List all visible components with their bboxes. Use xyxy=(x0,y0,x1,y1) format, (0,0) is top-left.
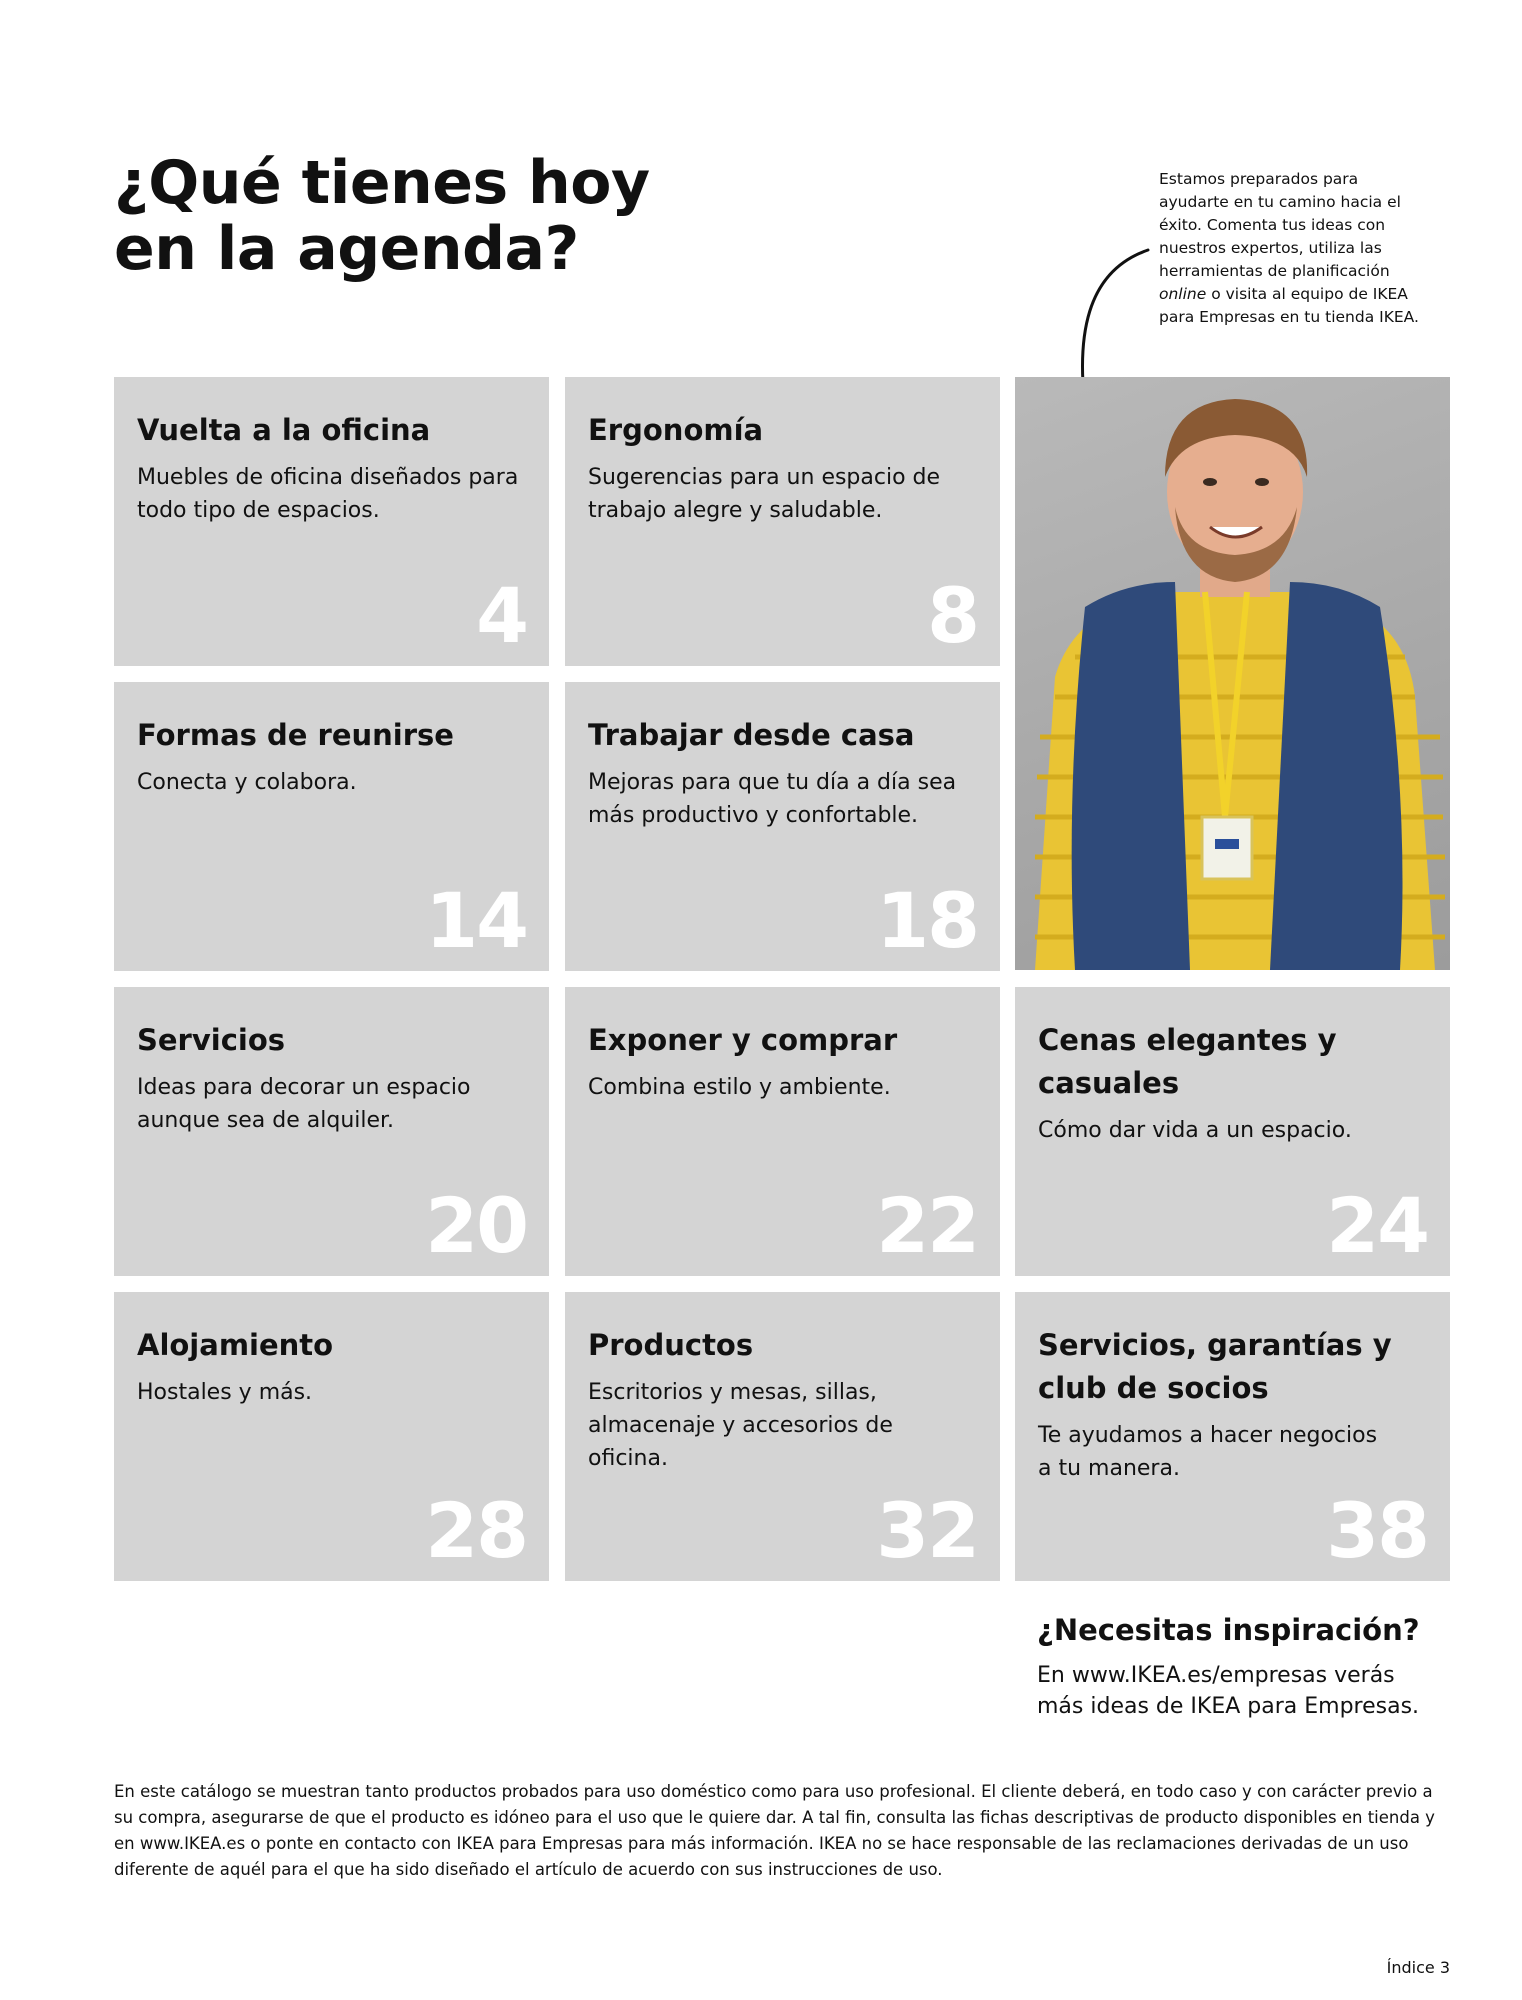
toc-tile-ergonomia[interactable] xyxy=(565,377,1000,666)
tile-description: Sugerencias para un espacio de trabajo alegre y saludable. xyxy=(588,465,941,523)
inspiration-title: ¿Necesitas inspiración? xyxy=(1037,1613,1420,1647)
tile-description: Ideas para decorar un espacio aunque sea de alquiler. xyxy=(137,1075,471,1133)
toc-tile-exponer-comprar[interactable] xyxy=(565,987,1000,1276)
intro-note-text-end: o visita al equipo de IKEA para Empresas en tu tienda IKEA. xyxy=(1159,285,1419,326)
inspiration-box xyxy=(1037,1610,1477,1722)
tile-page-number: 4 xyxy=(476,571,527,660)
intro-note-italic: online xyxy=(1159,285,1207,303)
tile-page-number: 14 xyxy=(425,876,527,965)
tile-title: Trabajar desde casa xyxy=(588,718,915,752)
tile-page-number: 8 xyxy=(927,571,978,660)
page-title-line-2: en la agenda? xyxy=(114,214,579,284)
tile-page-number: 38 xyxy=(1326,1486,1428,1575)
footer-label: Índice xyxy=(1386,1958,1435,1977)
tile-page-number: 24 xyxy=(1326,1181,1428,1270)
tile-title: Cenas elegantes y casuales xyxy=(1038,1023,1337,1100)
tile-page-number: 28 xyxy=(425,1486,527,1575)
tile-page-number: 32 xyxy=(876,1486,978,1575)
tile-description: Muebles de oficina diseñados para todo tipo de espacios. xyxy=(137,465,519,523)
page-title-line-1: ¿Qué tienes hoy xyxy=(114,148,650,218)
tile-page-number: 18 xyxy=(876,876,978,965)
tile-description: Te ayudamos a hacer negocios a tu manera. xyxy=(1038,1423,1378,1481)
tile-description: Mejoras para que tu día a día sea más productivo y confortable. xyxy=(588,770,957,828)
toc-tile-servicios[interactable] xyxy=(114,987,549,1276)
footer-page-number: 3 xyxy=(1439,1958,1450,1977)
tile-page-number: 22 xyxy=(876,1181,978,1270)
tile-title: Ergonomía xyxy=(588,413,764,447)
employee-illustration xyxy=(1015,377,1450,970)
page-footer xyxy=(1387,1958,1450,1977)
tile-description: Conecta y colabora. xyxy=(137,770,357,795)
toc-tile-servicios-garantias[interactable] xyxy=(1015,1292,1450,1581)
tile-page-number: 20 xyxy=(425,1181,527,1270)
tile-title: Servicios xyxy=(137,1023,286,1057)
tile-title: Productos xyxy=(588,1328,754,1362)
tile-title: Servicios, garantías y club de socios xyxy=(1038,1328,1392,1405)
tile-title: Vuelta a la oficina xyxy=(137,413,431,447)
tile-description: Combina estilo y ambiente. xyxy=(588,1075,891,1100)
tile-description: Hostales y más. xyxy=(137,1380,313,1405)
toc-tile-productos[interactable] xyxy=(565,1292,1000,1581)
inspiration-text: En www.IKEA.es/empresas verás más ideas de IKEA para Empresas. xyxy=(1037,1663,1420,1719)
page-title xyxy=(114,150,734,282)
tile-title: Formas de reunirse xyxy=(137,718,454,752)
tile-description: Escritorios y mesas, sillas, almacenaje y accesorios de oficina. xyxy=(588,1380,893,1471)
toc-tile-trabajar-casa[interactable] xyxy=(565,682,1000,971)
intro-note-text: Estamos preparados para ayudarte en tu camino hacia el éxito. Comenta tus ideas con nuestros expertos, utiliza las herramientas de planificación xyxy=(1159,170,1401,280)
intro-note xyxy=(1159,168,1429,329)
employee-photo xyxy=(1015,377,1450,970)
toc-tile-vuelta-oficina[interactable] xyxy=(114,377,549,666)
toc-tile-cenas[interactable] xyxy=(1015,987,1450,1276)
tile-title: Exponer y comprar xyxy=(588,1023,898,1057)
toc-tile-formas-reunirse[interactable] xyxy=(114,682,549,971)
tile-title: Alojamiento xyxy=(137,1328,334,1362)
disclaimer-text: En este catálogo se muestran tanto productos probados para uso doméstico como para uso profesional. El cliente deberá, en todo caso y con carácter previo a su compra, asegurarse de que el producto es idóneo para el uso que le quiere dar. A tal fin, consulta las fichas descriptivas de producto disponibles en tienda y en www.IKEA.es o ponte en contacto con IKEA para Empresas para más información. IKEA no se hace responsable de las reclamaciones derivadas de un uso diferente de aquél para el que ha sido diseñado el artículo de acuerdo con sus instrucciones de uso. xyxy=(114,1782,1435,1879)
toc-tile-alojamiento[interactable] xyxy=(114,1292,549,1581)
tile-description: Cómo dar vida a un espacio. xyxy=(1038,1118,1352,1143)
